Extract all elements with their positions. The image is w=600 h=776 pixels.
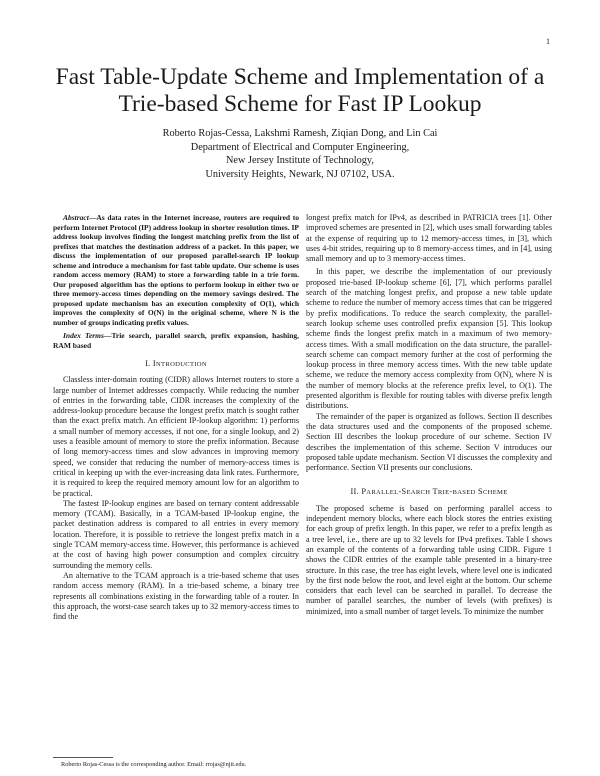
section-title-rest: BASED [452,489,476,497]
section-initial: I [152,359,156,368]
section-title-rest: EARCH [406,489,431,497]
abstract [53,213,299,327]
section-heading-parallel-search: II. PARALLEL-SEARCH TRIE-BASED SCHEME [350,487,508,497]
right-paragraph-2: In this paper, we describe the implementation of our previously proposed trie-based IP-lookup scheme [6], [7], which performs parallel search of the matching longest prefix, and propose a new table update scheme to reduce the number of memory access times that can be triggered by prefix modifications. To reduce the search complexity, the parallel-search lookup scheme uses controlled prefix expansion [5]. This lookup scheme finds the longest prefix match in a maximum of two memory-access times. With a small modification on the data structure, the parallel-search scheme can compact memory further at the cost of performing the lookup process in three memory access times. With the new table update scheme, we reduce the memory access complexity from O(N), where N is the number of memory blocks at the reference prefix level, to O(1). The presented algorithm is flexible for routing tables with diverse prefix length distributions. [306,267,552,411]
section-heading-introduction [53,359,299,370]
section-numeral: II. [350,487,359,497]
section-title-rest: ARALLEL [366,489,399,497]
footnote: Roberto Rojas-Cessa is the corresponding author. Email: rrojas@njit.edu. [61,761,247,768]
author-block [60,127,540,181]
section-numeral: I. [145,359,151,368]
abstract-label: Abstract [63,213,89,222]
footnote-divider [53,757,113,758]
paper-title [20,64,580,118]
intro-paragraph-1: Classless inter-domain routing (CIDR) allows Internet routers to store a large number of Internet addresses compactly. While reducing the number of entries in the forwarding table, CIDR increases the complexity of the address-lookup procedure because the longest prefix match is sought rather than the exact prefix match. An efficient IP-lookup algorithm: 1) performs a small number of memory accesses, if not one, for a single lookup, and 2) uses a feasible amount of memory to store the prefix information. Because of long memory-access times and slow advances in improving memory speed, we consider that reducing the number of memory-access times is critical in keeping up with the ever-increasing data link rates. Furthermore, it is required to keep the required memory amount low for an algorithm to be practical. [53,375,299,498]
page-number: 1 [546,37,550,46]
section-initial: T [432,487,438,497]
title-line-1: Fast Table-Update Scheme and Implementation of a [55,64,545,90]
abstract-text: —As data rates in the Internet increase, routers are required to perform Internet Protocol (IP) address lookup in shorter resolution times. IP address lookup involves finding the longest matching prefix from the list of prefixes that matches the destination address of a packet. In this paper, we discuss the implementation of our proposed parallel-search IP lookup scheme and introduce a mechanism for fast table update. Our scheme is uses random access memory (RAM) to store a forwarding table in a trie form. Our proposed algorithm has the options to perform lookup in either two or three memory-access times depending on the memory savings desired. The proposed update mechanism has an execution complexity of O(1), which improves the complexity of O(N) in the original scheme, where N is the number of groups indicating prefix values. [53,213,299,327]
intro-paragraph-2: The fastest IP-lookup engines are based on ternary content addressable memory (TCAM). Basically, in a TCAM-based IP-lookup engine, the packet destination address is compared to all entries in every memory location. Therefore, it is possible to retrieve the longest prefix match in a single TCAM memory-access time. However, this performance is achieved at the cost of having high power consumption and complex circuitry surrounding the memory cells. [53,498,299,570]
right-paragraph-4: The proposed scheme is based on performing parallel access to independent memory blocks, where each block stores the entries existing for each group of prefix length. In this paper, we refer to a prefix length as a tree level, i.e., there are up to 32 levels for IPv4 prefixes. Table I shows an example of the contents of a forwarding table using CIDR. Figure 1 shows the CIDR entries of the example table presented in a binary-tree structure. In this case, the tree has eight levels, where level one is indicated by the first node below the root, and level eight at the bottom. Our scheme considers that each level can be searched in parallel. To decrease the number of parallel searches, the number of levels (with prefixes) is minimized, into a small number of target levels. To minimize the number [306,503,552,616]
right-column [306,213,552,617]
index-terms-label: Index Terms [63,331,104,340]
affiliation-institution: New Jersey Institute of Technology, [226,155,374,167]
index-terms [53,331,299,350]
section-title-rest: RIE [437,489,450,497]
section-title-rest: NTRODUCTION [155,361,207,368]
section-initial: P [361,487,367,497]
author-names: Roberto Rojas-Cessa, Lakshmi Ramesh, Ziqian Dong, and Lin Cai [162,128,438,139]
right-paragraph-3: The remainder of the paper is organized as follows. Section II describes the data structures used and the components of the proposed scheme. Section III describes the lookup procedure of our scheme. Section IV describes the implementation of this scheme. Section V introduces our proposed table update mechanism. Section VI discusses the complexity and performance. Section VII presents our conclusions. [306,411,552,473]
index-terms-text: —Trie search, parallel search, prefix expansion, hashing, RAM based [53,331,300,350]
affiliation-address: University Heights, Newark, NJ 07102, USA. [205,168,395,180]
title-line-2: Trie-based Scheme for Fast IP Lookup [118,91,482,117]
intro-paragraph-3: An alternative to the TCAM approach is a trie-based scheme that uses random access memory (RAM). In a trie-based scheme, a binary tree represents all combinations existing in the forwarding table of a router. In this approach, the worst-case search takes up to 32 memory-access times to find the [53,570,299,622]
affiliation-department: Department of Electrical and Computer Engineering, [190,141,410,153]
section-initial: S [401,487,407,497]
left-column [53,213,299,622]
section-initial: S [478,487,483,497]
section-title-rest: CHEME [482,489,508,497]
right-paragraph-1: longest prefix match for IPv4, as described in PATRICIA trees [1]. Other improved schemes are presented in [2], which uses small forwarding tables at the expense of requiring up to 12 memory-access times, in [3], which uses 4-bit strides, requiring up to 8 memory-access times, and in [4], using small memory and up to 3 memory-access times. [306,213,552,264]
